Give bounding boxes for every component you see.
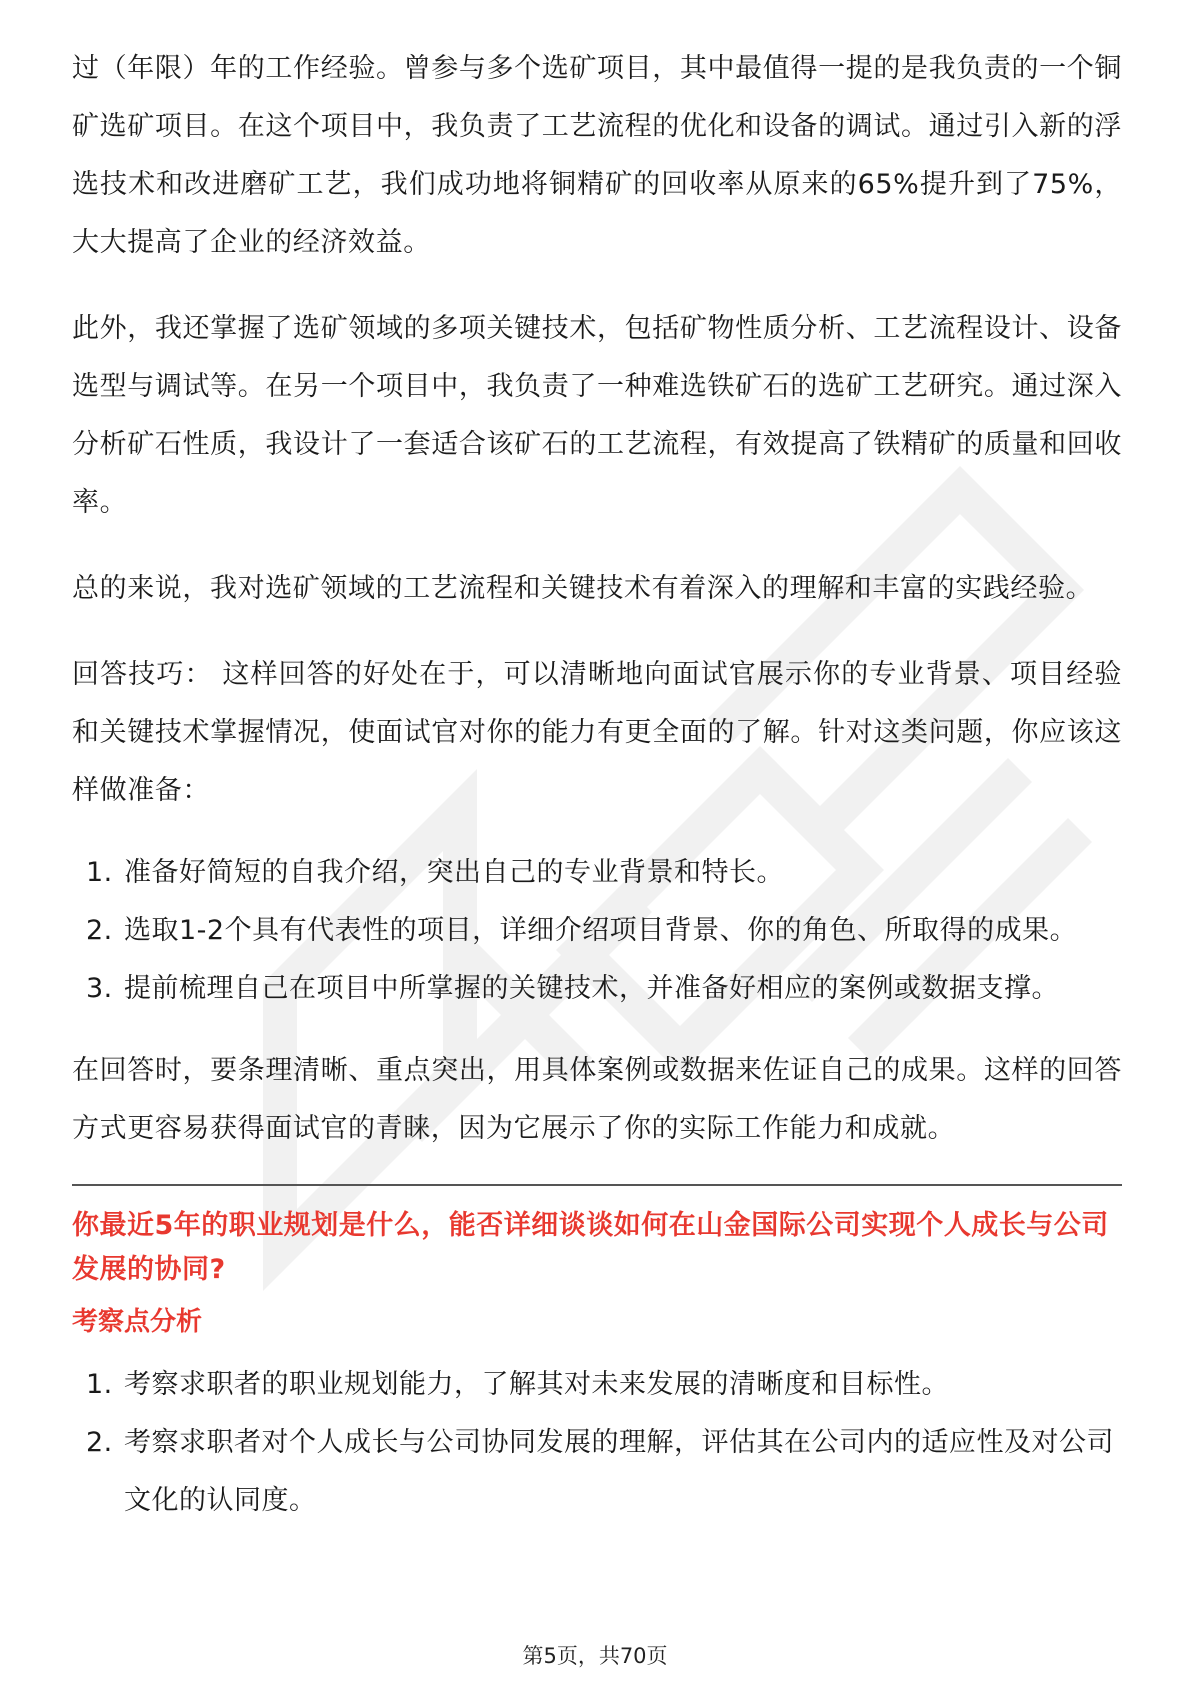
list-item-text: 考察求职者的职业规划能力，了解其对未来发展的清晰度和目标性。 bbox=[124, 1369, 949, 1400]
body-paragraph-experience: 过（年限）年的工作经验。曾参与多个选矿项目，其中最值得一提的是我负责的一个铜矿选矿项目。在这个项目中，我负责了工艺流程的优化和设备的调试。通过引入新的浮选技术和改进磨矿工艺，我们成功地将铜精矿的回收率从原来的65%提升到了75%，大大提高了企业的经济效益。 bbox=[72, 53, 1122, 258]
analysis-list bbox=[72, 1356, 1122, 1530]
list-number: 3. bbox=[86, 973, 113, 1004]
list-number: 2. bbox=[86, 915, 113, 946]
analysis-heading: 考察点分析 bbox=[72, 1307, 203, 1337]
list-item-text: 提前梳理自己在项目中所掌握的关键技术，并准备好相应的案例或数据支撑。 bbox=[124, 973, 1059, 1004]
list-item bbox=[72, 902, 1122, 960]
list-item bbox=[72, 1356, 1122, 1414]
list-number: 1. bbox=[86, 1369, 113, 1400]
list-item bbox=[72, 960, 1122, 1018]
list-item-text: 考察求职者对个人成长与公司协同发展的理解，评估其在公司内的适应性及对公司文化的认同度。 bbox=[124, 1427, 1114, 1516]
answer-tips-paragraph: 回答技巧： 这样回答的好处在于，可以清晰地向面试官展示你的专业背景、项目经验和关键技术掌握情况，使面试官对你的能力有更全面的了解。针对这类问题，你应该这样做准备： bbox=[72, 659, 1122, 806]
body-paragraph-key-technologies: 此外，我还掌握了选矿领域的多项关键技术，包括矿物性质分析、工艺流程设计、设备选型与调试等。在另一个项目中，我负责了一种难选铁矿石的选矿工艺研究。通过深入分析矿石性质，我设计了一套适合该矿石的工艺流程，有效提高了铁精矿的质量和回收率。 bbox=[72, 313, 1122, 518]
list-number: 2. bbox=[86, 1427, 113, 1458]
page-footer: 第5页，共70页 bbox=[522, 1644, 668, 1668]
body-paragraph-closing: 在回答时，要条理清晰、重点突出，用具体案例或数据来佐证自己的成果。这样的回答方式更容易获得面试官的青睐，因为它展示了你的实际工作能力和成就。 bbox=[72, 1055, 1122, 1144]
main-content bbox=[72, 40, 1122, 1530]
body-paragraph-summary: 总的来说，我对选矿领域的工艺流程和关键技术有着深入的理解和丰富的实践经验。 bbox=[72, 573, 1094, 604]
preparation-list bbox=[72, 844, 1122, 1018]
section-divider bbox=[72, 1184, 1122, 1186]
question-heading: 你最近5年的职业规划是什么，能否详细谈谈如何在山金国际公司实现个人成长与公司发展的协同? bbox=[72, 1210, 1109, 1285]
list-item-text: 选取1-2个具有代表性的项目，详细介绍项目背景、你的角色、所取得的成果。 bbox=[124, 915, 1078, 946]
list-item bbox=[72, 844, 1122, 902]
list-item bbox=[72, 1414, 1122, 1530]
list-item-text: 准备好简短的自我介绍，突出自己的专业背景和特长。 bbox=[124, 857, 784, 888]
list-number: 1. bbox=[86, 857, 113, 888]
